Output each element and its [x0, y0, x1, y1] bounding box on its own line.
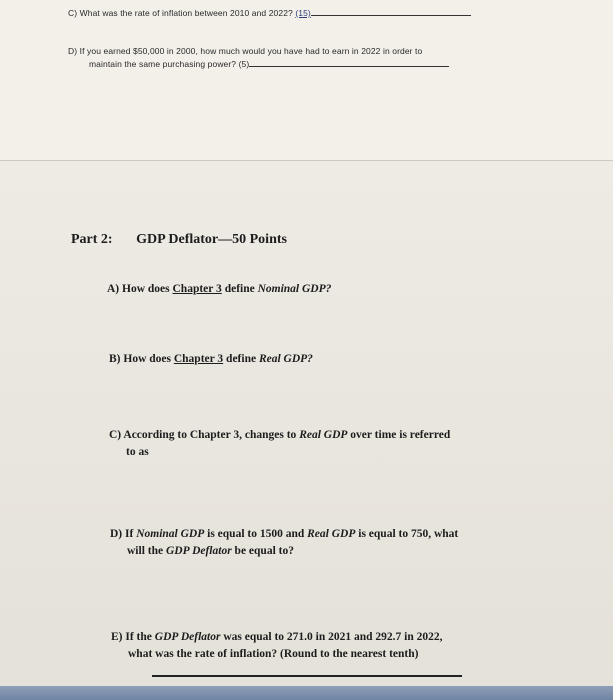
question-label: C) [109, 429, 122, 441]
chapter-reference: Chapter 3 [173, 353, 224, 365]
answer-blank [249, 66, 449, 67]
term: Real GDP [299, 429, 348, 441]
question-text: define [224, 283, 255, 295]
question-a [107, 281, 331, 298]
question-text: is equal to 1500 and [207, 528, 305, 540]
question-text-line2: maintain the same purchasing power? [89, 59, 237, 69]
answer-line [152, 675, 462, 677]
part-heading [71, 232, 287, 248]
background-edge [0, 686, 613, 700]
term: Real GDP [307, 528, 356, 540]
question-text-line2: what was the rate of inflation? (Round to the nearest tenth) [128, 648, 419, 660]
term: Real GDP? [258, 353, 313, 365]
question-label: A) [107, 283, 120, 295]
question-text: How does [123, 353, 171, 365]
question-label: E) [111, 631, 123, 643]
question-label: D) [110, 528, 123, 540]
question-text: will the [127, 545, 164, 557]
chapter-reference: Chapter 3 [172, 283, 222, 295]
question-label: B) [109, 353, 121, 365]
question-d-top [68, 45, 538, 71]
question-b [109, 351, 313, 368]
question-text: was equal to 271.0 in 2021 and 292.7 in 2022, [223, 631, 443, 643]
term: Nominal GDP? [257, 283, 332, 295]
question-d [110, 526, 550, 560]
question-points: (5) [238, 59, 250, 69]
answer-blank [311, 15, 471, 16]
part-title: GDP Deflator—50 Points [136, 232, 287, 247]
question-c [109, 427, 549, 461]
question-text-line2 [110, 543, 550, 560]
question-text: What was the rate of inflation between 2010 and 2022? [79, 8, 293, 18]
question-label: D) [68, 46, 78, 56]
term: Nominal GDP [136, 528, 205, 540]
question-text: If the [125, 631, 152, 643]
question-text: be equal to? [234, 545, 294, 557]
question-text: is equal to 750, what [358, 528, 459, 540]
question-label: C) [68, 8, 78, 18]
top-sheet [0, 0, 613, 161]
question-text: over time is referred [350, 429, 451, 441]
question-text: If [125, 528, 134, 540]
question-e [111, 629, 551, 663]
question-text: According to Chapter 3, changes to [123, 429, 297, 441]
question-c-top [68, 8, 471, 18]
term: GDP Deflator [154, 631, 221, 643]
question-text: define [226, 353, 257, 365]
question-text: How does [122, 283, 170, 295]
question-text-line2: to as [126, 446, 149, 458]
question-points: (15) [295, 8, 311, 18]
term: GDP Deflator [165, 545, 232, 557]
question-text-line1: If you earned $50,000 in 2000, how much would you have had to earn in 2022 in order to [79, 46, 423, 56]
part-label: Part 2: [71, 232, 113, 247]
